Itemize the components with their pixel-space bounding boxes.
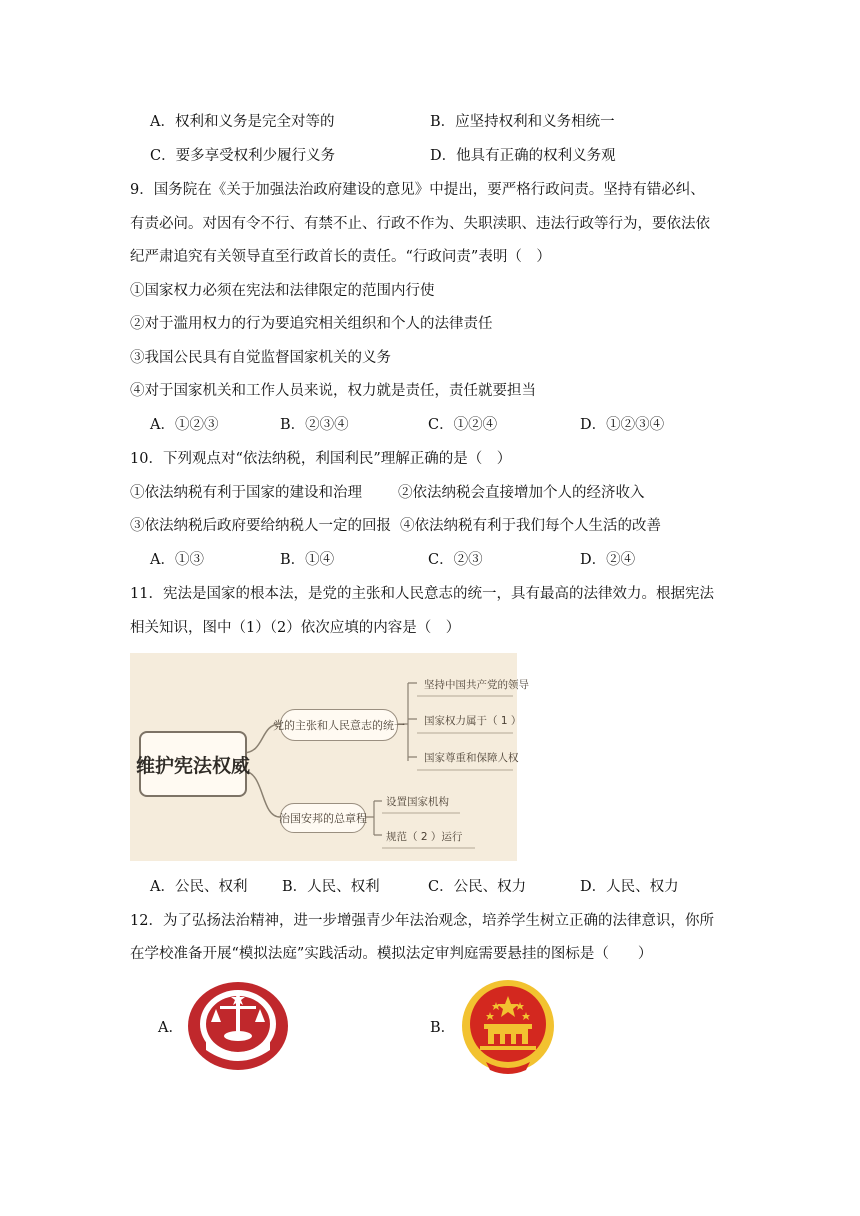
q12-option-b: B． [430, 1020, 456, 1036]
mind-map-leaf: 国家尊重和保障人权 [424, 752, 519, 764]
q9-stem-line2: 有责必问。对因有令不行、有禁不止、行政不作为、失职渎职、违法行政等行为，要依法依 [130, 216, 710, 232]
mind-map-leaf-blank-2: 规范（ 2 ）运行 [386, 831, 463, 843]
q8-option-b: B．应坚持权利和义务相统一 [430, 114, 615, 130]
q10-statement-4: ④依法纳税有利于我们每个人生活的改善 [400, 518, 661, 534]
q11-option-c: C．公民、权力 [428, 879, 527, 895]
q11-option-b: B．人民、权利 [282, 879, 380, 895]
constitution-mind-map [130, 653, 529, 861]
q8-option-d: D．他具有正确的权利义务观 [430, 148, 616, 164]
national-emblem-icon [456, 978, 560, 1080]
q11-stem-line2: 相关知识，图中（1）（2）依次应填的内容是（ ） [130, 620, 461, 636]
q9-stem-line3: 纪严肃追究有关领导直至行政首长的责任。“行政问责”表明（ ） [130, 249, 551, 265]
q9-statement-3: ③我国公民具有自觉监督国家机关的义务 [130, 350, 391, 366]
q9-statement-4: ④对于国家机关和工作人员来说，权力就是责任，责任就要担当 [130, 383, 536, 399]
q11-option-a: A．公民、权利 [150, 879, 248, 895]
q10-option-a: A．①③ [150, 552, 204, 568]
q9-statement-2: ②对于滥用权力的行为要追究相关组织和个人的法律责任 [130, 316, 493, 332]
q9-option-b: B．②③④ [280, 417, 349, 433]
q12-option-a: A． [158, 1020, 183, 1036]
mind-map-leaf-blank-1: 国家权力属于（ 1 ） [424, 715, 522, 727]
q10-statement-3: ③依法纳税后政府要给纳税人一定的回报 [130, 518, 391, 534]
q9-option-a: A．①②③ [150, 417, 219, 433]
q11-option-d: D．人民、权力 [580, 879, 679, 895]
q10-option-d: D．②④ [580, 552, 636, 568]
q8-option-a: A．权利和义务是完全对等的 [150, 114, 335, 130]
q11-stem-line1: 11．宪法是国家的根本法，是党的主张和人民意志的统一，具有最高的法律效力。根据宪法 [130, 586, 714, 602]
q9-option-c: C．①②④ [428, 417, 498, 433]
q9-statement-1: ①国家权力必须在宪法和法律限定的范围内行使 [130, 283, 435, 299]
q12-stem-line2: 在学校准备开展“模拟法庭”实践活动。模拟法定审判庭需要悬挂的图标是（ ） [130, 946, 653, 962]
q9-option-d: D．①②③④ [580, 417, 665, 433]
q10-option-c: C．②③ [428, 552, 483, 568]
mind-map-branch-1: 党的主张和人民意志的统一 [280, 709, 398, 741]
q12-stem-line1: 12．为了弘扬法治精神，进一步增强青少年法治观念，培养学生树立正确的法律意识，你所 [130, 913, 714, 929]
q10-statement-1: ①依法纳税有利于国家的建设和治理 [130, 485, 362, 501]
q10-option-b: B．①④ [280, 552, 335, 568]
court-emblem-icon [186, 980, 290, 1076]
q10-stem: 10．下列观点对“依法纳税，利国利民”理解正确的是（ ） [130, 451, 512, 467]
mind-map-leaf: 坚持中国共产党的领导 [424, 679, 529, 691]
mind-map-leaf: 设置国家机构 [386, 796, 449, 808]
mind-map-branch-2: 治国安邦的总章程 [280, 803, 366, 833]
mind-map-root: 维护宪法权威 [139, 731, 247, 797]
q8-option-c: C．要多享受权利少履行义务 [150, 148, 336, 164]
q9-stem-line1: 9．国务院在《关于加强法治政府建设的意见》中提出，要严格行政问责。坚持有错必纠、 [130, 182, 705, 198]
q10-statement-2: ②依法纳税会直接增加个人的经济收入 [398, 485, 645, 501]
